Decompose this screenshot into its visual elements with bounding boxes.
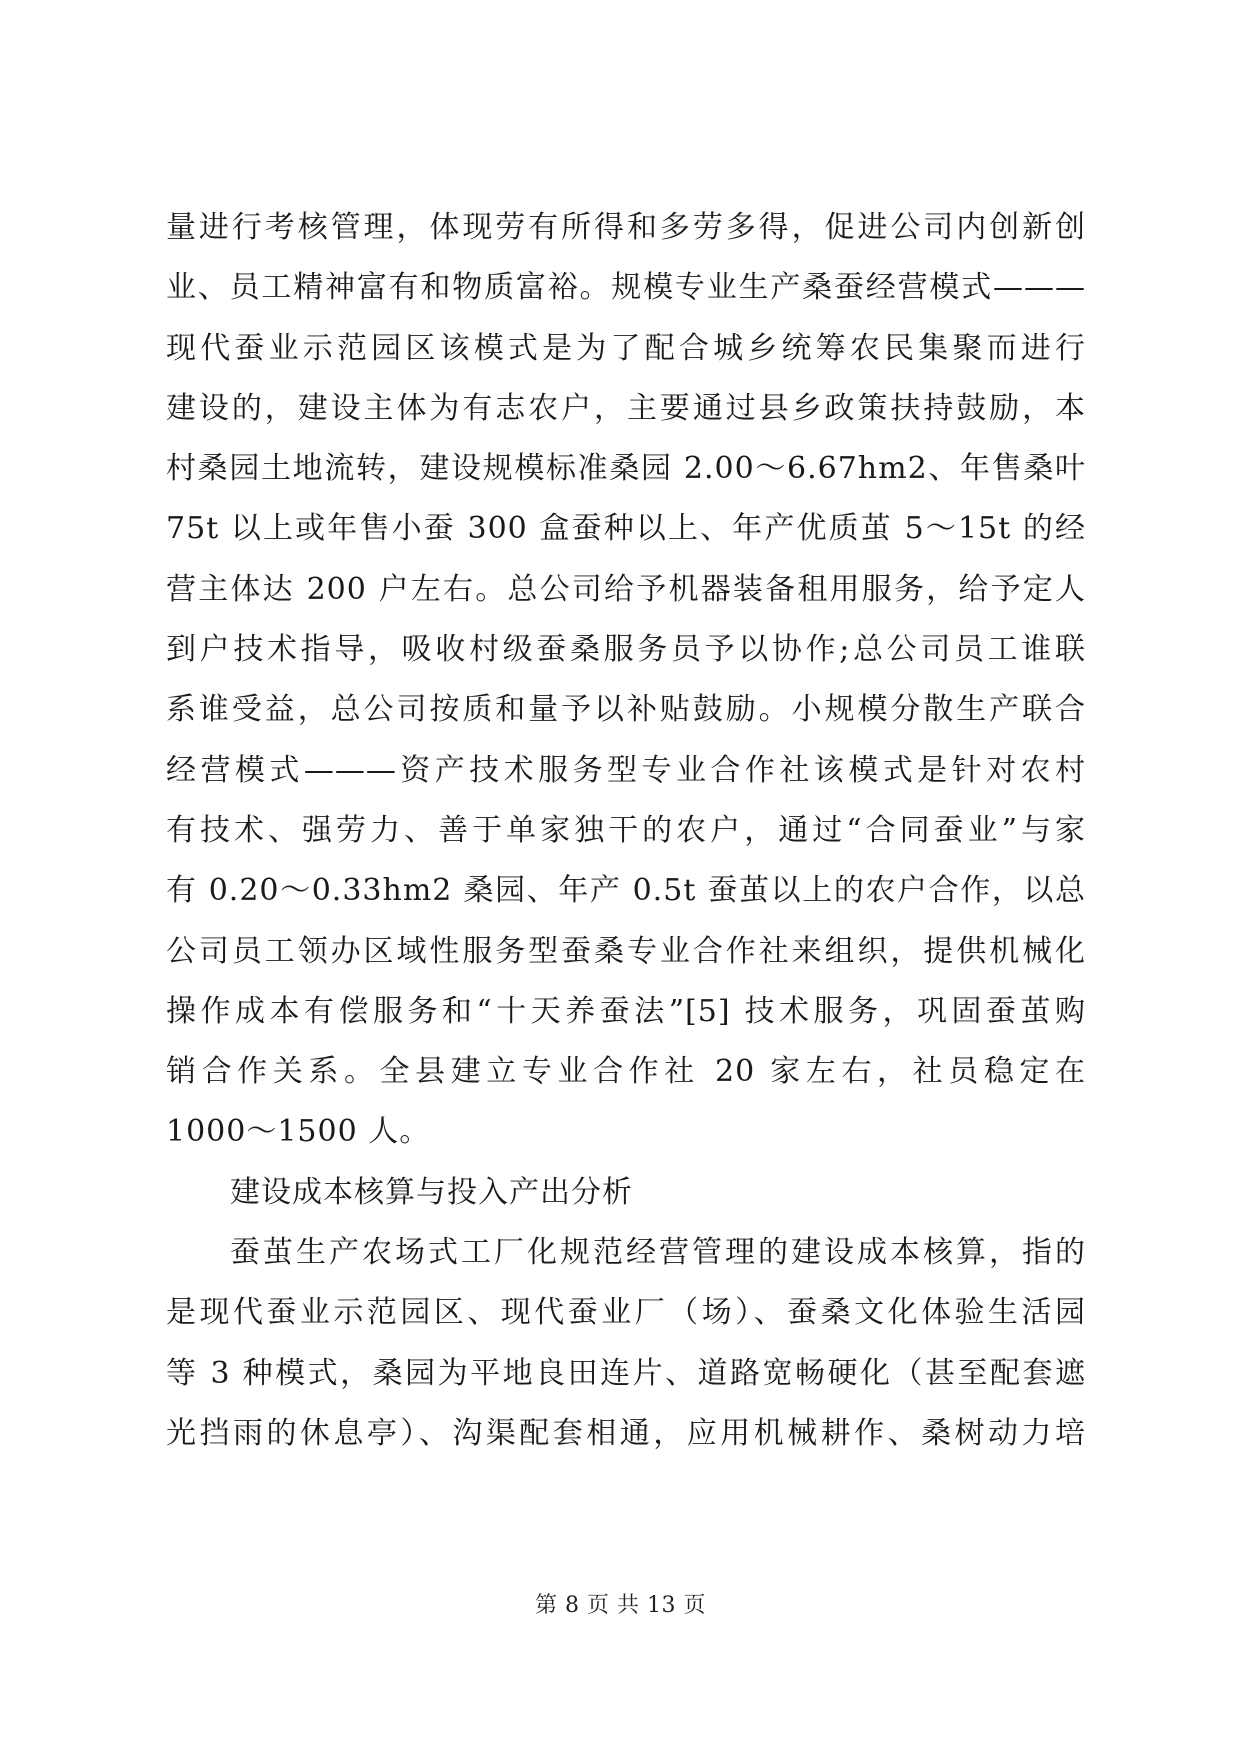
page-number-footer: 第 8 页 共 13 页 xyxy=(535,1593,706,1618)
text-line: 是现代蚕业示范园区、现代蚕业厂（场）、蚕桑文化体验生活园 xyxy=(166,1295,1086,1331)
text-line: 经营模式———资产技术服务型专业合作社该模式是针对农村 xyxy=(166,752,1086,788)
text-line: 到户技术指导，吸收村级蚕桑服务员予以协作;总公司员工谁联 xyxy=(166,632,1086,668)
text-line: 现代蚕业示范园区该模式是为了配合城乡统筹农民集聚而进行 xyxy=(166,330,1086,366)
text-line: 营主体达 200 户左右。总公司给予机器装备租用服务，给予定人 xyxy=(166,571,1086,607)
text-line: 村桑园土地流转，建设规模标准桑园 2.00～6.67hm2、年售桑叶 xyxy=(166,451,1086,487)
text-line: 建设的，建设主体为有志农户，主要通过县乡政策扶持鼓励，本 xyxy=(166,390,1086,426)
text-line: 业、员工精神富有和物质富裕。规模专业生产桑蚕经营模式——— xyxy=(166,270,1086,306)
text-line: 蚕茧生产农场式工厂化规范经营管理的建设成本核算，指的 xyxy=(230,1235,1086,1271)
text-line: 有 0.20～0.33hm2 桑园、年产 0.5t 蚕茧以上的农户合作，以总 xyxy=(166,873,1086,909)
text-line: 等 3 种模式，桑园为平地良田连片、道路宽畅硬化（甚至配套遮 xyxy=(166,1355,1086,1391)
text-line: 量进行考核管理，体现劳有所得和多劳多得，促进公司内创新创 xyxy=(166,210,1086,245)
section-heading: 建设成本核算与投入产出分析 xyxy=(230,1174,633,1210)
text-line: 有技术、强劳力、善于单家独干的农户，通过“合同蚕业”与家 xyxy=(166,812,1086,848)
text-line: 1000～1500 人。 xyxy=(166,1114,431,1150)
text-line: 75t 以上或年售小蚕 300 盒蚕种以上、年产优质茧 5～15t 的经 xyxy=(166,511,1086,547)
text-line: 操作成本有偿服务和“十天养蚕法”[5] 技术服务，巩固蚕茧购 xyxy=(166,993,1086,1029)
text-line: 公司员工领办区域性服务型蚕桑专业合作社来组织，提供机械化 xyxy=(166,933,1086,969)
text-line: 系谁受益，总公司按质和量予以补贴鼓励。小规模分散生产联合 xyxy=(166,692,1086,728)
body-text xyxy=(166,198,1086,1464)
text-line: 销合作关系。全县建立专业合作社 20 家左右，社员稳定在 xyxy=(166,1054,1086,1090)
text-line: 光挡雨的休息亭）、沟渠配套相通，应用机械耕作、桑树动力培 xyxy=(166,1415,1086,1451)
